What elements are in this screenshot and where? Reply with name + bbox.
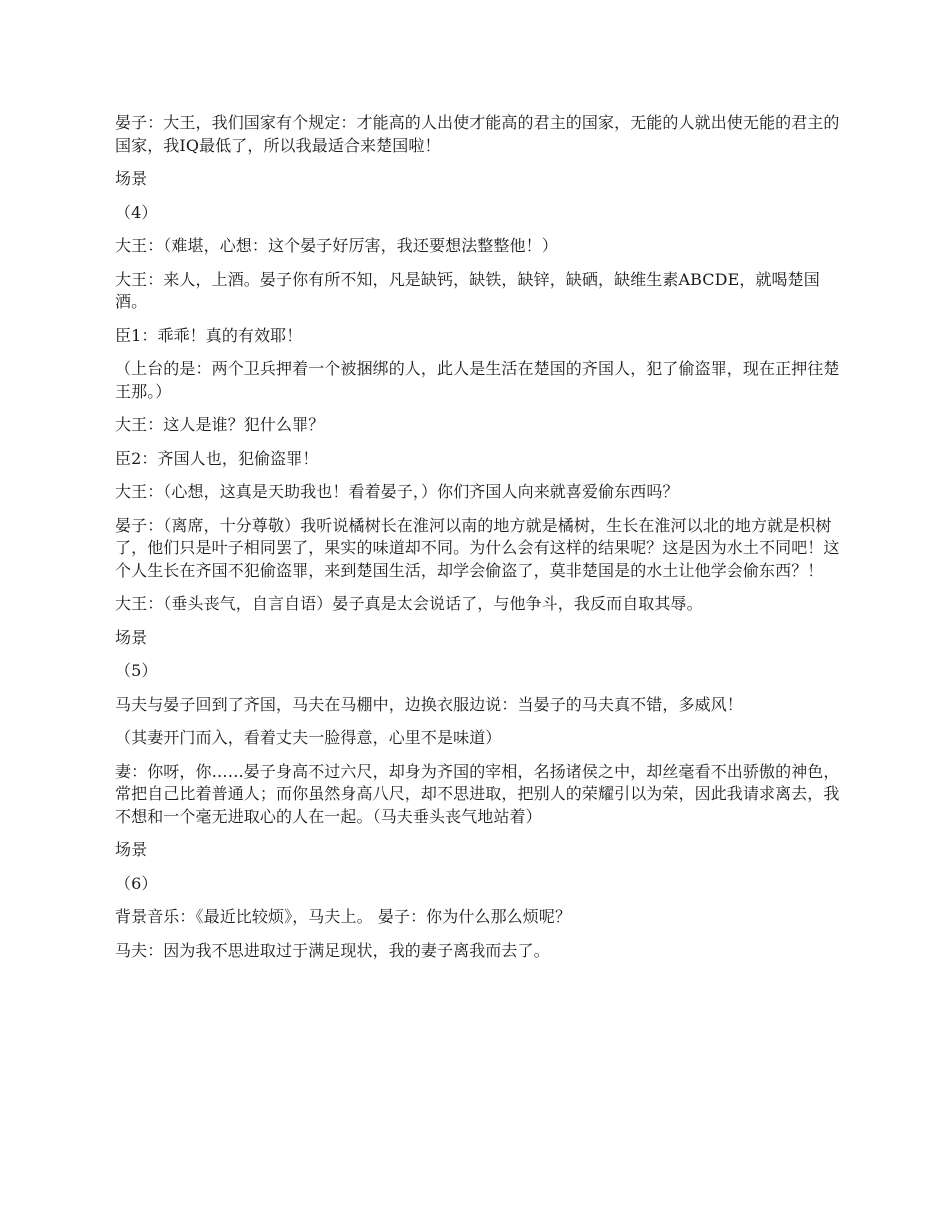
paragraph: （4） [115, 202, 158, 222]
document-page [115, 112, 845, 973]
paragraph: 妻：你呀，你……晏子身高不过六尺，却身为齐国的宰相，名扬诸侯之中，却丝毫看不出骄傲的神色，常把自己比着普通人；而你虽然身高八尺，却不思进取，把别人的荣耀引以为荣，因此我请求离去，我不想和一个毫无进取心的人在一起。（马夫垂头丧气地站着） [115, 761, 840, 826]
paragraph: 臣2：齐国人也，犯偷盗罪！ [115, 448, 319, 468]
paragraph: （其妻开门而入，看着丈夫一脸得意，心里不是味道） [115, 728, 502, 747]
paragraph: 马夫：因为我不思进取过于满足现状，我的妻子离我而去了。 [115, 940, 550, 960]
paragraph: 臣1：乖乖！真的有效耶！ [115, 325, 303, 345]
paragraph: 晏子：大王，我们国家有个规定：才能高的人出使才能高的君主的国家，无能的人就出使无能的君主的国家，我IQ最低了，所以我最适合来楚国啦！ [115, 113, 840, 155]
paragraph: （5） [115, 661, 158, 680]
paragraph: 场景 [115, 627, 148, 647]
paragraph: 场景 [115, 840, 148, 859]
paragraph: 大王：（难堪，心想：这个晏子好厉害，我还要想法整整他！） [115, 236, 558, 255]
paragraph: 大王：（心想，这真是天助我也！看着晏子，）你们齐国人向来就喜爱偷东西吗？ [115, 482, 679, 501]
paragraph: 大王：（垂头丧气，自言自语）晏子真是太会说话了，与他争斗，我反而自取其辱。 [115, 594, 703, 613]
paragraph: 场景 [115, 169, 148, 188]
paragraph: 晏子：（离席，十分尊敬）我听说橘树长在淮河以南的地方就是橘树，生长在淮河以北的地方就是枳树了，他们只是叶子相同罢了，果实的味道却不同。为什么会有这样的结果呢？这是因为水土不同吧！这个人生长在齐国不犯偷盗罪，来到楚国生活，却学会偷盗了，莫非楚国是的水土让他学会偷东西？！ [115, 515, 840, 580]
paragraph: 马夫与晏子回到了齐国，马夫在马棚中，边换衣服边说：当晏子的马夫真不错，多威风！ [115, 694, 743, 714]
paragraph: （6） [115, 873, 158, 893]
paragraph: 大王：这人是谁？犯什么罪？ [115, 415, 325, 434]
paragraph: 大王：来人，上酒。晏子你有所不知，凡是缺钙，缺铁，缺锌，缺硒，缺维生素ABCDE，就喝楚国酒。 [115, 269, 820, 311]
paragraph: 背景音乐：《最近比较烦》，马夫上。 晏子：你为什么那么烦呢？ [115, 907, 572, 926]
paragraph: （上台的是：两个卫兵押着一个被捆绑的人，此人是生活在楚国的齐国人，犯了偷盗罪，现在正押往楚王那。） [115, 359, 840, 401]
